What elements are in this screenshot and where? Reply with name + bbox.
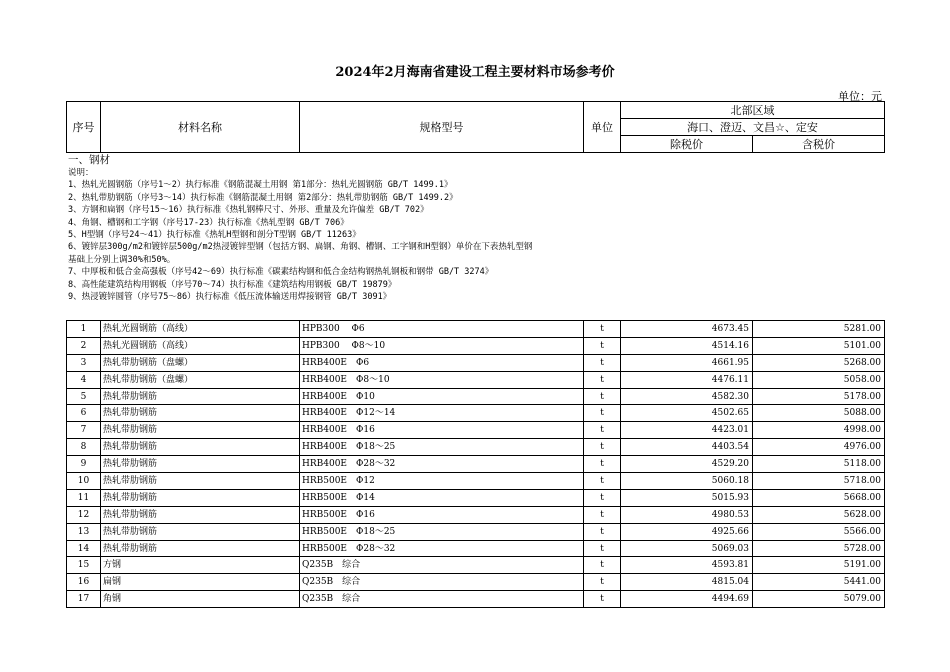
row-seq: 12 [67, 506, 101, 523]
row-price-inc-tax: 5441.00 [753, 574, 885, 591]
row-price-ex-tax: 4403.54 [621, 439, 753, 456]
header-price-inc-tax: 含税价 [753, 136, 885, 153]
header-price-ex-tax: 除税价 [621, 136, 753, 153]
row-price-ex-tax: 5015.93 [621, 489, 753, 506]
row-material-name: 热轧光圆钢筋（高线） [101, 321, 300, 338]
row-price-ex-tax: 4980.53 [621, 506, 753, 523]
row-price-inc-tax: 5728.00 [753, 540, 885, 557]
row-price-ex-tax: 5060.18 [621, 473, 753, 490]
header-spec: 规格型号 [300, 102, 584, 153]
row-material-name: 热轧带肋钢筋（盘螺） [101, 371, 300, 388]
row-price-inc-tax: 4976.00 [753, 439, 885, 456]
row-seq: 15 [67, 557, 101, 574]
table-row [67, 591, 885, 608]
row-price-ex-tax: 4661.95 [621, 354, 753, 371]
row-price-inc-tax: 5058.00 [753, 371, 885, 388]
row-material-name: 热轧带肋钢筋 [101, 473, 300, 490]
row-unit: t [584, 473, 621, 490]
note-line: 3、方钢和扁钢（序号15～16）执行标准《热轧钢棒尺寸、外形、重量及允许偏差 GB/T 702》 [68, 205, 429, 216]
row-spec: HRB400E Φ10 [300, 388, 584, 405]
row-price-ex-tax: 4673.45 [621, 321, 753, 338]
note-line: 2、热轧带肋钢筋（序号3～14）执行标准《钢筋混凝土用钢 第2部分：热轧带肋钢筋 GB/T 1499.2》 [68, 192, 458, 203]
table-header [66, 101, 885, 153]
row-price-ex-tax: 4514.16 [621, 337, 753, 354]
row-spec: HRB500E Φ18～25 [300, 523, 584, 540]
table-row [67, 321, 885, 338]
row-price-inc-tax: 5281.00 [753, 321, 885, 338]
unit-label: 单位：元 [838, 90, 882, 103]
row-spec: HRB500E Φ16 [300, 506, 584, 523]
row-material-name: 热轧光圆钢筋（高线） [101, 337, 300, 354]
table-row [67, 456, 885, 473]
row-unit: t [584, 371, 621, 388]
row-price-ex-tax: 4925.66 [621, 523, 753, 540]
table-row [67, 557, 885, 574]
row-price-ex-tax: 4815.04 [621, 574, 753, 591]
note-line: 6、镀锌层300g/m2和镀锌层500g/m2热浸镀锌型钢（包括方钢、扁钢、角钢、槽钢、工字钢和H型钢）单价在下表热轧型钢 [68, 242, 533, 253]
row-seq: 1 [67, 321, 101, 338]
note-line: 4、角钢、槽钢和工字钢（序号17-23）执行标准《热轧型钢 GB/T 706》 [68, 217, 349, 228]
table-row [67, 574, 885, 591]
row-price-ex-tax: 4529.20 [621, 456, 753, 473]
row-spec: HRB400E Φ8～10 [300, 371, 584, 388]
note-line: 8、高性能建筑结构用钢板（序号70～74）执行标准《建筑结构用钢板 GB/T 19879》 [68, 279, 397, 290]
row-material-name: 热轧带肋钢筋 [101, 540, 300, 557]
row-seq: 2 [67, 337, 101, 354]
header-cities: 海口、澄迈、文昌☆、定安 [621, 119, 885, 136]
row-price-ex-tax: 4423.01 [621, 422, 753, 439]
row-unit: t [584, 506, 621, 523]
note-line: 基础上分别上调30%和50%。 [68, 254, 176, 265]
row-spec: Q235B 综合 [300, 591, 584, 608]
row-price-inc-tax: 5668.00 [753, 489, 885, 506]
row-price-ex-tax: 5069.03 [621, 540, 753, 557]
row-unit: t [584, 354, 621, 371]
row-price-ex-tax: 4582.30 [621, 388, 753, 405]
row-unit: t [584, 439, 621, 456]
row-material-name: 热轧带肋钢筋 [101, 456, 300, 473]
header-region: 北部区域 [621, 102, 885, 119]
row-spec: HRB500E Φ12 [300, 473, 584, 490]
row-material-name: 热轧带肋钢筋 [101, 506, 300, 523]
row-spec: HRB400E Φ6 [300, 354, 584, 371]
row-price-inc-tax: 5088.00 [753, 405, 885, 422]
row-seq: 13 [67, 523, 101, 540]
row-seq: 6 [67, 405, 101, 422]
row-unit: t [584, 574, 621, 591]
row-spec: HPB300 Φ8～10 [300, 337, 584, 354]
table-row [67, 540, 885, 557]
row-spec: HRB400E Φ28～32 [300, 456, 584, 473]
row-unit: t [584, 540, 621, 557]
row-unit: t [584, 337, 621, 354]
page-title: 2024年2月海南省建设工程主要材料市场参考价 [335, 65, 615, 80]
row-material-name: 角钢 [101, 591, 300, 608]
note-line: 7、中厚板和低合金高强板（序号42～69）执行标准《碳素结构钢和低合金结构钢热轧钢板和钢带 GB/T 3274》 [68, 267, 494, 278]
table-row [67, 354, 885, 371]
row-price-inc-tax: 5718.00 [753, 473, 885, 490]
row-material-name: 热轧带肋钢筋（盘螺） [101, 354, 300, 371]
row-spec: HRB500E Φ28～32 [300, 540, 584, 557]
row-price-ex-tax: 4494.69 [621, 591, 753, 608]
row-seq: 8 [67, 439, 101, 456]
row-price-inc-tax: 5101.00 [753, 337, 885, 354]
row-unit: t [584, 388, 621, 405]
row-unit: t [584, 557, 621, 574]
notes-block [68, 153, 628, 303]
row-unit: t [584, 321, 621, 338]
row-price-inc-tax: 5079.00 [753, 591, 885, 608]
table-row [67, 388, 885, 405]
row-seq: 11 [67, 489, 101, 506]
row-seq: 16 [67, 574, 101, 591]
row-seq: 14 [67, 540, 101, 557]
row-unit: t [584, 422, 621, 439]
row-price-inc-tax: 5191.00 [753, 557, 885, 574]
note-line: 9、热浸镀锌圆管（序号75～86）执行标准《低压流体输送用焊接钢管 GB/T 3091》 [68, 292, 392, 303]
header-unit: 单位 [584, 102, 621, 153]
row-price-inc-tax: 4998.00 [753, 422, 885, 439]
note-line: 说明： [68, 168, 94, 178]
row-seq: 7 [67, 422, 101, 439]
row-price-ex-tax: 4593.81 [621, 557, 753, 574]
row-unit: t [584, 405, 621, 422]
row-material-name: 扁钢 [101, 574, 300, 591]
row-unit: t [584, 591, 621, 608]
row-price-inc-tax: 5178.00 [753, 388, 885, 405]
row-seq: 9 [67, 456, 101, 473]
row-spec: Q235B 综合 [300, 557, 584, 574]
row-material-name: 热轧带肋钢筋 [101, 422, 300, 439]
row-material-name: 热轧带肋钢筋 [101, 489, 300, 506]
row-seq: 3 [67, 354, 101, 371]
row-price-inc-tax: 5628.00 [753, 506, 885, 523]
row-seq: 10 [67, 473, 101, 490]
row-spec: HPB300 Φ6 [300, 321, 584, 338]
row-seq: 5 [67, 388, 101, 405]
row-material-name: 热轧带肋钢筋 [101, 523, 300, 540]
row-spec: HRB400E Φ12～14 [300, 405, 584, 422]
header-name: 材料名称 [101, 102, 300, 153]
row-price-ex-tax: 4476.11 [621, 371, 753, 388]
row-spec: HRB400E Φ18～25 [300, 439, 584, 456]
table-row [67, 473, 885, 490]
note-line: 1、热轧光圆钢筋（序号1～2）执行标准《钢筋混凝土用钢 第1部分：热轧光圆钢筋 GB/T 1499.1》 [68, 180, 453, 191]
section-title: 一、钢材 [68, 154, 110, 166]
row-material-name: 热轧带肋钢筋 [101, 439, 300, 456]
row-material-name: 热轧带肋钢筋 [101, 388, 300, 405]
row-unit: t [584, 523, 621, 540]
row-price-inc-tax: 5268.00 [753, 354, 885, 371]
row-seq: 17 [67, 591, 101, 608]
row-material-name: 方钢 [101, 557, 300, 574]
table-row [67, 439, 885, 456]
row-price-inc-tax: 5118.00 [753, 456, 885, 473]
row-spec: HRB500E Φ14 [300, 489, 584, 506]
header-seq: 序号 [67, 102, 101, 153]
table-row [67, 337, 885, 354]
row-unit: t [584, 489, 621, 506]
note-line: 5、H型钢（序号24～41）执行标准《热轧H型钢和剖分T型钢 GB/T 11263》 [68, 230, 361, 241]
price-table [66, 320, 885, 608]
table-row [67, 371, 885, 388]
row-unit: t [584, 456, 621, 473]
table-row [67, 422, 885, 439]
table-row [67, 489, 885, 506]
row-material-name: 热轧带肋钢筋 [101, 405, 300, 422]
table-row [67, 523, 885, 540]
row-seq: 4 [67, 371, 101, 388]
table-row [67, 405, 885, 422]
row-price-inc-tax: 5566.00 [753, 523, 885, 540]
row-spec: HRB400E Φ16 [300, 422, 584, 439]
row-spec: Q235B 综合 [300, 574, 584, 591]
row-price-ex-tax: 4502.65 [621, 405, 753, 422]
table-row [67, 506, 885, 523]
